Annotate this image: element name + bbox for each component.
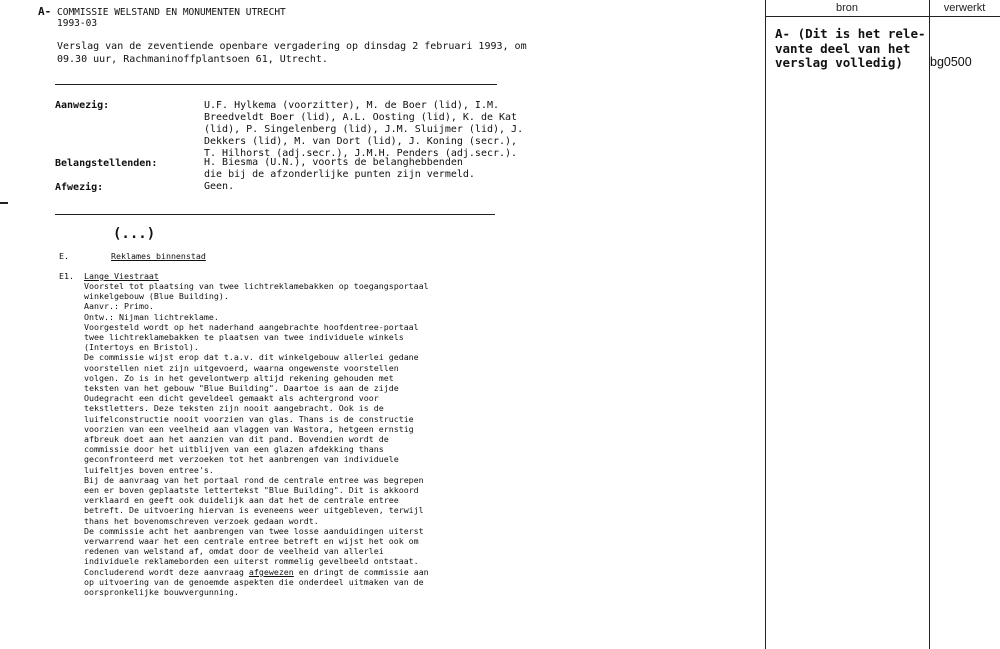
body-line: verwarrend waar het een centrale entree betreft en wijst het ook om	[84, 536, 419, 546]
intro-line-1: Verslag van de zeventiende openbare vergadering op dinsdag 2 februari 1993, om	[57, 41, 527, 52]
column-border-left	[765, 0, 766, 649]
verwerkt-code: bg0500	[930, 55, 972, 69]
section-code: E.	[59, 251, 69, 261]
column-border-middle	[929, 0, 930, 649]
body-line: redenen van welstand af, omdat door de veelheid van allerlei	[84, 546, 384, 557]
absent-value: Geen.	[204, 181, 235, 192]
body-line: luifelconstructie nooit voorzien van glas. Thans is de constructie	[84, 413, 414, 424]
body-line: volgen. Zo is in het gevelontwerp altijd rekening gehouden met	[84, 372, 394, 383]
item-title: Lange Viestraat	[84, 271, 159, 281]
conclusion-text-start: Concluderend wordt deze aanvraag	[84, 566, 249, 577]
column-header-verwerkt: verwerkt	[943, 2, 986, 14]
body-line: twee lichtreklamebakken te plaatsen van twee individuele winkels	[84, 332, 404, 342]
column-header-bron: bron	[835, 2, 859, 14]
body-line: teksten van het gebouw "Blue Building". Daartoe is aan de zijde	[84, 383, 399, 393]
closing-line: oorspronkelijke bouwvergunning.	[84, 587, 239, 597]
body-line: een er boven geplaatste lettertekst "Blue Building". Dit is akkoord	[84, 485, 419, 495]
closing-line: op uitvoering van de genoemde aspekten die onderdeel uitmaken van de	[84, 576, 424, 587]
conclusion-line	[84, 567, 429, 577]
stakeholders-line: H. Biesma (U.N.), voorts de belanghebbenden	[204, 157, 463, 168]
header-underline	[765, 16, 1000, 17]
divider-middle	[55, 214, 495, 215]
bron-note-line: A- (Dit is het rele-	[775, 26, 926, 41]
body-line: Voorgesteld wordt op het naderhand aangebrachte hoofdentree-portaal	[84, 321, 419, 332]
body-line: De commissie wijst erop dat t.a.v. dit winkelgebouw allerlei gedane	[84, 352, 419, 363]
body-line: verklaard en geeft ook duidelijk aan dat het de centrale entree	[84, 495, 399, 506]
decision-word: afgewezen	[248, 566, 294, 577]
section-title: Reklames binnenstad	[111, 251, 206, 261]
bron-note-line: vante deel van het	[775, 40, 911, 56]
present-line: T. Hilhorst (adj.secr.), J.M.H. Penders (adj.secr.).	[204, 148, 518, 159]
body-line: Voorstel tot plaatsing van twee lichtreklamebakken op toegangsportaal	[84, 281, 429, 291]
present-line: (lid), P. Singelenberg (lid), J.M. Sluijmer (lid), J.	[204, 124, 524, 135]
section-marker: A-	[38, 5, 52, 18]
body-line: Oudegracht een dicht geveldeel gemaakt als achtergrond voor	[84, 393, 379, 404]
body-line: De commissie acht het aanbrengen van twee losse aanduidingen uiterst	[84, 525, 424, 536]
stakeholders-label: Belangstellenden:	[55, 158, 158, 169]
annotation-columns	[765, 0, 1000, 649]
body-line: afbreuk doet aan het aanzien van dit pand. Bovendien wordt de	[84, 434, 389, 444]
body-line: betreft. De uitvoering hiervan is eveneens weer uitgebleven, terwijl	[84, 505, 424, 516]
conclusion-text-end: en dringt de commissie aan	[293, 566, 429, 577]
body-line: thans het bovenomschreven verzoek gedaan wordt.	[84, 515, 319, 526]
body-line: geconfronteerd met verzoeken tot het aanbrengen van individuele	[84, 454, 399, 465]
present-line: U.F. Hylkema (voorzitter), M. de Boer (lid), I.M.	[204, 100, 500, 111]
absent-label: Afwezig:	[55, 182, 104, 193]
body-line: (Intertoys en Bristol).	[84, 342, 199, 353]
item-code: E1.	[59, 271, 74, 281]
body-line: tekstletters. Deze teksten zijn nooit aangebracht. Ook is de	[84, 403, 384, 414]
body-line: voorzien van een veelheid aan vlaggen van Wastora, hetgeen ernstig	[84, 423, 414, 434]
divider-top	[55, 84, 497, 85]
bron-note-line: verslag volledig)	[775, 55, 903, 70]
present-line: Breedveldt Boer (lid), A.L. Oosting (lid), K. de Kat	[204, 112, 518, 123]
intro-line-2: 09.30 uur, Rachmaninoffplantsoen 61, Utrecht.	[57, 54, 328, 65]
body-line: Bij de aanvraag van het portaal rond de centrale entree was begrepen	[84, 474, 424, 485]
committee-title: COMMISSIE WELSTAND EN MONUMENTEN UTRECHT	[57, 7, 286, 18]
body-line: commissie door het uitblijven van een glazen afdekking thans	[84, 444, 384, 455]
body-line: luifeltjes boven entree's.	[84, 464, 214, 475]
ellipsis: (...)	[113, 226, 156, 242]
body-line: individuele reklameborden een uiterst rommelig gevelbeeld ontstaat.	[84, 556, 419, 567]
present-label: Aanwezig:	[55, 100, 110, 111]
present-line: Dekkers (lid), M. van Dort (lid), J. Koning (secr.),	[204, 136, 518, 147]
body-line: voorstellen niet zijn uitgevoerd, waarna ongewenste voorstellen	[84, 362, 399, 373]
margin-tick	[0, 202, 8, 204]
date-code: 1993-03	[57, 18, 98, 29]
stakeholders-line: die bij de afzonderlijke punten zijn vermeld.	[204, 169, 475, 180]
body-line: winkelgebouw (Blue Building).	[84, 291, 229, 302]
body-line: Ontw.: Nijman lichtreklame.	[84, 311, 219, 322]
body-line: Aanvr.: Primo.	[84, 301, 154, 312]
